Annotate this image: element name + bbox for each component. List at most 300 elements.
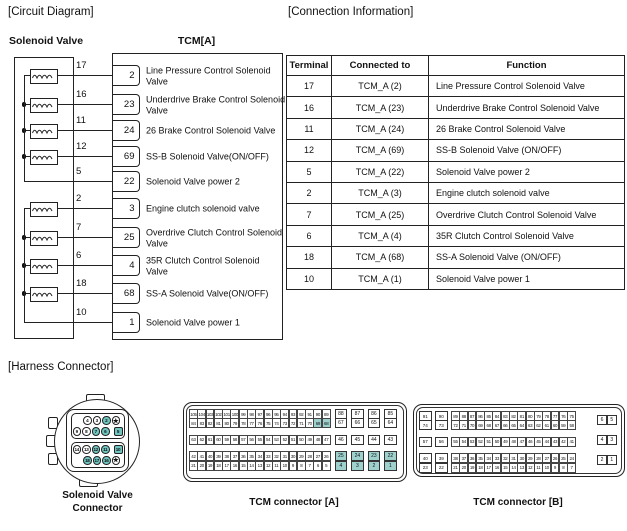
wire [56, 130, 112, 131]
pin-cell: 50 [297, 435, 306, 445]
pin-cell: 61 [206, 435, 215, 445]
connector-pin: 18 [84, 457, 90, 463]
terminal-number: 10 [76, 307, 87, 318]
pin-bracket: 24 [113, 120, 140, 141]
pin-cell: 8 [297, 461, 306, 471]
pin-cell: 29 [297, 451, 306, 461]
connector-pin: 10 [114, 445, 123, 454]
pin-cell: 57 [419, 437, 432, 447]
terminal-number: 7 [76, 222, 82, 233]
pin-cell: 40 [419, 453, 432, 463]
pin-cell: 62 [534, 420, 543, 430]
connected-to-cell: TCM_A (4) [332, 225, 429, 246]
pin-cell: 59 [222, 435, 231, 445]
pin-cell: 88 [459, 411, 468, 421]
pin-cell: 78 [239, 418, 248, 428]
pin-cell: 64 [517, 420, 526, 430]
pin-cell: 68 [484, 420, 493, 430]
pin-cell: 32 [501, 453, 510, 463]
pin-cell: 25 [335, 451, 348, 461]
coil-symbol [30, 150, 58, 165]
pin-cell: 58 [567, 420, 576, 430]
pin-cell: 24 [567, 453, 576, 463]
pin-cell: 49 [305, 435, 314, 445]
pin-cell: 37 [230, 451, 239, 461]
pin-cell: 17 [484, 463, 493, 473]
pin-cell: 21 [451, 463, 460, 473]
pin-cell: 85 [384, 409, 397, 419]
pin-cell: 14 [247, 461, 256, 471]
pin-band [419, 453, 621, 472]
pin-cell: 68 [322, 418, 331, 428]
pin-function: Overdrive Clutch Control Solenoid Valve [146, 227, 283, 248]
star-pin: ★ [112, 417, 119, 425]
connector-pin: 8 [82, 427, 91, 436]
wire [56, 237, 112, 238]
wire [56, 265, 112, 266]
pin-function: Solenoid Valve power 2 [146, 176, 240, 187]
pin-cell: 80 [526, 411, 535, 421]
pin-row [76, 416, 128, 425]
pin-cell: 56 [247, 435, 256, 445]
wire [24, 322, 112, 323]
pin-cell: 59 [559, 420, 568, 430]
pin-cell: 52 [280, 435, 289, 445]
connector-pin: 17 [94, 457, 99, 463]
pin-cell: 91 [305, 409, 314, 419]
pin-cell: 2 [368, 461, 381, 471]
pin-cell: 35 [476, 453, 485, 463]
pin-function: 26 Brake Control Solenoid Valve [146, 125, 276, 136]
pin-cell: 81 [517, 411, 526, 421]
pin-cell: 69 [476, 420, 485, 430]
pin-cell: 6 [313, 461, 322, 471]
pin-cell: 19 [468, 463, 477, 473]
harness-connector-title: [Harness Connector] [8, 361, 114, 373]
connector-pin: 12 [93, 447, 98, 453]
pin-cell: 61 [542, 420, 551, 430]
terminal-cell: 6 [287, 225, 332, 246]
connector-pin: 13 [83, 447, 89, 453]
pin-function: SS-A Solenoid Valve(ON/OFF) [146, 288, 269, 299]
pin-cell: 43 [384, 435, 397, 445]
coil-symbol [30, 69, 58, 84]
column-header: Terminal [287, 56, 332, 76]
terminal-number: 5 [76, 166, 82, 177]
pin-cell: 91 [419, 411, 432, 421]
pin-cell: 105 [189, 409, 198, 419]
pin-cell: 60 [551, 420, 560, 430]
pin-block [71, 442, 125, 468]
pin-cell: 23 [419, 463, 432, 473]
terminal-cell: 7 [287, 204, 332, 225]
pin-cell: 16 [230, 461, 239, 471]
pin-cell: 67 [492, 420, 501, 430]
pin-cell: 77 [551, 411, 560, 421]
pin-cell: 25 [559, 453, 568, 463]
pin-cell: 70 [305, 418, 314, 428]
pin-cell: 26 [551, 453, 560, 463]
function-cell: SS-B Solenoid Valve (ON/OFF) [429, 140, 625, 161]
pin-cell: 101 [222, 409, 231, 419]
pin-cell: 97 [255, 409, 264, 419]
coil-symbol [30, 98, 58, 113]
function-cell: Engine clutch solenoid valve [429, 182, 625, 203]
pin-bracket: 2 [113, 65, 140, 86]
pin-cell: 15 [501, 463, 510, 473]
pin-cell: 1 [607, 455, 618, 465]
connector-pin: 9 [73, 427, 82, 436]
connected-to-cell: TCM_A (1) [332, 268, 429, 289]
table-row [287, 118, 625, 139]
pin-cell: 62 [197, 435, 206, 445]
function-cell: 35R Clutch Control Solenoid Valve [429, 225, 625, 246]
pin-cell: 81 [214, 418, 223, 428]
function-cell: Solenoid Valve power 1 [429, 268, 625, 289]
tcm-connector-b-caption: TCM connector [B] [473, 497, 563, 508]
pin-cell: 7 [305, 461, 314, 471]
pin-cell: 90 [313, 409, 322, 419]
pin-band [189, 435, 403, 445]
pin-cell: 54 [459, 437, 468, 447]
table-row [287, 225, 625, 246]
connected-to-cell: TCM_A (23) [332, 97, 429, 118]
connector-pin-area [66, 409, 129, 472]
pin-cell: 78 [542, 411, 551, 421]
tcm-connector-b [413, 404, 625, 477]
pin-cell: 76 [255, 418, 264, 428]
pin-cell: 92 [297, 409, 306, 419]
pin-cell: 11 [272, 461, 281, 471]
function-cell: SS-A Solenoid Valve (ON/OFF) [429, 247, 625, 268]
pin-cell: 69 [313, 418, 322, 428]
pin-cell: 83 [197, 418, 206, 428]
connection-table [286, 55, 625, 290]
connector-pin: 14 [74, 447, 79, 453]
pin-cell: 23 [368, 451, 381, 461]
pin-cell: 2 [597, 455, 608, 465]
pin-cell: 73 [280, 418, 289, 428]
terminal-cell: 2 [287, 182, 332, 203]
wire [56, 104, 112, 105]
pin-cell: 36 [468, 453, 477, 463]
terminal-number: 2 [76, 193, 82, 204]
connector-pin: 5 [114, 427, 123, 436]
pin-cell: 94 [280, 409, 289, 419]
pin-cell: 50 [492, 437, 501, 447]
pin-cell: 64 [384, 418, 397, 428]
pin-cell: 82 [509, 411, 518, 421]
pin-cell: 47 [322, 435, 331, 445]
pin-cell: 43 [551, 437, 560, 447]
solenoid-connector-caption [40, 489, 155, 515]
pin-cell: 74 [272, 418, 281, 428]
pin-band [419, 437, 621, 447]
pin-cell: 48 [313, 435, 322, 445]
pin-row [419, 420, 621, 430]
terminal-number: 16 [76, 89, 87, 100]
pin-row [189, 418, 403, 428]
coil-symbol [30, 124, 58, 139]
pin-band [189, 451, 403, 470]
star-pin: ★ [112, 457, 119, 465]
pin-cell: 75 [567, 411, 576, 421]
pin-cell: 33 [492, 453, 501, 463]
tcm-a-pin-grid [184, 403, 406, 481]
connected-to-cell: TCM_A (25) [332, 204, 429, 225]
pin-cell: 38 [451, 453, 460, 463]
pin-cell: 47 [517, 437, 526, 447]
pin-cell: 56 [435, 437, 448, 447]
coil-symbol [30, 287, 58, 302]
caption-line-1: Solenoid Valve [62, 490, 133, 501]
pin-cell: 31 [280, 451, 289, 461]
pin-cell: 63 [189, 435, 198, 445]
terminal-cell: 18 [287, 247, 332, 268]
pin-function: 35R Clutch Control Solenoid Valve [146, 255, 260, 276]
table-row [287, 204, 625, 225]
pin-row [419, 463, 621, 473]
terminal-cell: 17 [287, 76, 332, 97]
pin-cell: 51 [484, 437, 493, 447]
pin-cell: 41 [197, 451, 206, 461]
pin-cell: 4 [597, 435, 608, 445]
wire [56, 293, 112, 294]
pin-pair [598, 415, 617, 425]
connector-pin: 3 [93, 416, 102, 425]
pin-cell: 44 [542, 437, 551, 447]
pin-row [419, 437, 621, 447]
circuit-diagram-title: [Circuit Diagram] [8, 6, 94, 18]
pin-cell: 7 [567, 463, 576, 473]
pin-bracket: 4 [113, 255, 140, 276]
pin-cell: 85 [484, 411, 493, 421]
pin-cell: 74 [419, 420, 432, 430]
pin-cell: 104 [197, 409, 206, 419]
pin-cell: 88 [335, 409, 348, 419]
pin-cell: 71 [459, 420, 468, 430]
tcm-connector-a-caption: TCM connector [A] [249, 497, 339, 508]
pin-cell: 89 [322, 409, 331, 419]
pin-cell: 17 [222, 461, 231, 471]
connector-pin: 2 [102, 416, 111, 425]
pin-bracket: 23 [113, 94, 140, 115]
pin-cell: 29 [526, 453, 535, 463]
terminal-number: 18 [76, 278, 87, 289]
pin-cell: 34 [484, 453, 493, 463]
pin-cell: 80 [222, 418, 231, 428]
pin-bracket: 1 [113, 312, 140, 333]
pin-cell: 86 [368, 409, 381, 419]
pin-cell: 41 [567, 437, 576, 447]
pin-cell: 84 [492, 411, 501, 421]
pin-cell: 52 [476, 437, 485, 447]
bus-line [24, 208, 25, 322]
pin-cell: 65 [368, 418, 381, 428]
pin-cell: 77 [247, 418, 256, 428]
pin-cell: 100 [230, 409, 239, 419]
terminal-cell: 5 [287, 161, 332, 182]
pin-cell: 48 [509, 437, 518, 447]
pin-cell: 33 [264, 451, 273, 461]
connector-pin: 11 [101, 445, 110, 454]
pin-cell: 83 [501, 411, 510, 421]
pin-cell: 87 [468, 411, 477, 421]
pin-band [189, 409, 403, 428]
pin-cell: 45 [351, 435, 364, 445]
pin-cell: 19 [206, 461, 215, 471]
pin-function: SS-B Solenoid Valve(ON/OFF) [146, 151, 269, 162]
pin-cell: 27 [542, 453, 551, 463]
pin-cell: 39 [435, 453, 448, 463]
connector-pin: 4 [83, 416, 92, 425]
pin-cell: 11 [534, 463, 543, 473]
large-pin-group [335, 435, 397, 445]
pin-cell: 30 [517, 453, 526, 463]
pin-row [72, 427, 124, 436]
pin-cell: 66 [501, 420, 510, 430]
pin-cell: 96 [264, 409, 273, 419]
pin-cell: 40 [206, 451, 215, 461]
column-header: Function [429, 56, 625, 76]
pin-cell: 26 [322, 451, 331, 461]
large-pin-group [335, 418, 397, 428]
pin-cell: 55 [451, 437, 460, 447]
pin-cell: 63 [526, 420, 535, 430]
caption-line-2: Connector [72, 503, 123, 514]
pin-cell: 12 [526, 463, 535, 473]
pin-cell: 98 [247, 409, 256, 419]
pin-cell: 60 [214, 435, 223, 445]
terminal-cell: 16 [287, 97, 332, 118]
pin-cell: 75 [264, 418, 273, 428]
solenoid-valve-label: Solenoid Valve [9, 35, 84, 47]
pin-bracket: 69 [113, 146, 140, 167]
pin-cell: 65 [509, 420, 518, 430]
pin-cell: 20 [197, 461, 206, 471]
connected-to-cell: TCM_A (3) [332, 182, 429, 203]
column-header: Connected to [332, 56, 429, 76]
pin-cell: 49 [501, 437, 510, 447]
pin-cell: 87 [351, 409, 364, 419]
tcm-b-pin-grid [414, 405, 624, 476]
pin-cell: 37 [459, 453, 468, 463]
function-cell: Underdrive Brake Control Solenoid Valve [429, 97, 625, 118]
terminal-cell: 12 [287, 140, 332, 161]
pin-cell: 39 [214, 451, 223, 461]
pin-cell: 86 [476, 411, 485, 421]
function-cell: Solenoid Valve power 2 [429, 161, 625, 182]
table-row [287, 97, 625, 118]
large-pin-group [335, 461, 397, 471]
pin-cell: 72 [451, 420, 460, 430]
pin-cell: 42 [559, 437, 568, 447]
pin-cell: 84 [189, 418, 198, 428]
pin-cell: 102 [214, 409, 223, 419]
pin-cell: 6 [597, 415, 608, 425]
pin-cell: 10 [280, 461, 289, 471]
pin-cell: 76 [559, 411, 568, 421]
pin-cell: 35 [247, 451, 256, 461]
pin-cell: 95 [272, 409, 281, 419]
pin-row [72, 445, 124, 454]
table-row [287, 140, 625, 161]
pin-row [76, 456, 128, 465]
pin-cell: 66 [351, 418, 364, 428]
pin-row [189, 461, 403, 471]
pin-bracket: 25 [113, 227, 140, 248]
tcm-a-label: TCM[A] [177, 35, 216, 47]
pin-cell: 22 [384, 451, 397, 461]
pin-cell: 5 [322, 461, 331, 471]
pin-cell: 1 [384, 461, 397, 471]
pin-function: Solenoid Valve power 1 [146, 317, 240, 328]
pin-cell: 14 [509, 463, 518, 473]
pin-row [189, 435, 403, 445]
pin-cell: 42 [189, 451, 198, 461]
connection-information-title: [Connection Information] [288, 6, 414, 18]
pin-cell: 71 [297, 418, 306, 428]
pin-cell: 15 [239, 461, 248, 471]
pin-cell: 30 [289, 451, 298, 461]
pin-cell: 32 [272, 451, 281, 461]
pin-cell: 12 [264, 461, 273, 471]
pin-cell: 31 [509, 453, 518, 463]
pin-cell: 67 [335, 418, 348, 428]
pin-cell: 5 [607, 415, 618, 425]
wire [56, 208, 112, 209]
pin-cell: 28 [305, 451, 314, 461]
wire [24, 181, 112, 182]
pin-cell: 8 [559, 463, 568, 473]
pin-cell: 103 [206, 409, 215, 419]
table-row [287, 268, 625, 289]
connector-pin: 16 [103, 457, 109, 463]
pin-bracket: 22 [113, 171, 140, 192]
pin-band [419, 411, 621, 430]
terminal-number: 12 [76, 141, 87, 152]
pin-cell: 9 [551, 463, 560, 473]
connector-pin: 7 [92, 427, 101, 436]
pin-cell: 34 [255, 451, 264, 461]
pin-function: Engine clutch solenoid valve [146, 203, 260, 214]
pin-cell: 13 [255, 461, 264, 471]
wire [56, 156, 112, 157]
pin-cell: 54 [264, 435, 273, 445]
pin-cell: 51 [289, 435, 298, 445]
pin-cell: 9 [289, 461, 298, 471]
pin-cell: 70 [468, 420, 477, 430]
pin-cell: 38 [222, 451, 231, 461]
connected-to-cell: TCM_A (68) [332, 247, 429, 268]
connected-to-cell: TCM_A (2) [332, 76, 429, 97]
pin-cell: 27 [313, 451, 322, 461]
table-row [287, 182, 625, 203]
pin-cell: 93 [289, 409, 298, 419]
pin-cell: 53 [468, 437, 477, 447]
pin-cell: 10 [542, 463, 551, 473]
pin-cell: 46 [526, 437, 535, 447]
pin-cell: 55 [255, 435, 264, 445]
wire [56, 75, 112, 76]
pin-pair [598, 455, 617, 465]
pin-cell: 82 [206, 418, 215, 428]
coil-symbol [30, 202, 58, 217]
pin-cell: 46 [335, 435, 348, 445]
function-cell: 26 Brake Control Solenoid Valve [429, 118, 625, 139]
table-row [287, 247, 625, 268]
pin-cell: 4 [335, 461, 348, 471]
